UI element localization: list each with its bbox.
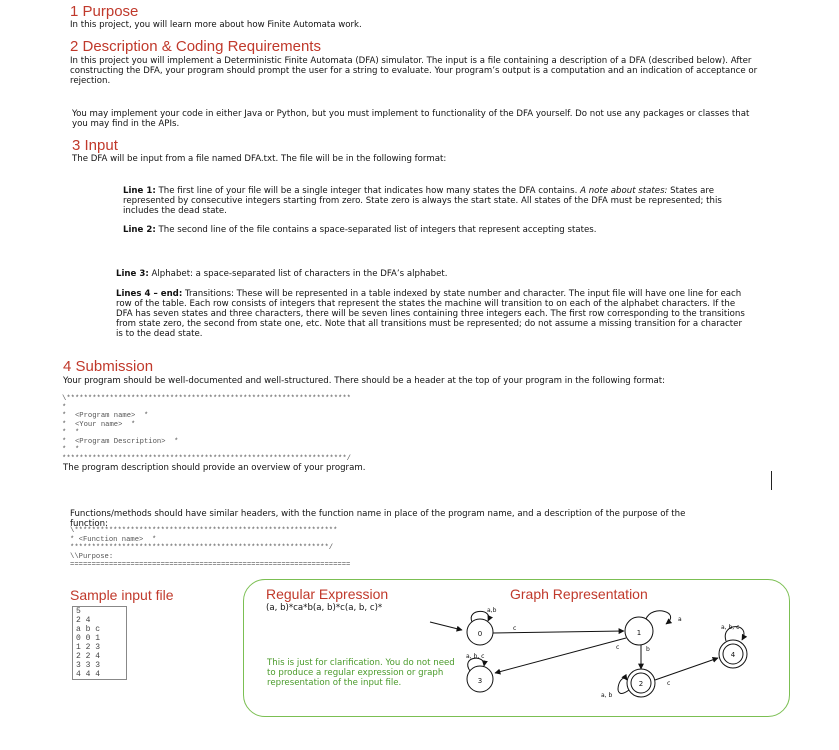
- loop-3: [468, 658, 484, 671]
- edge-label: c: [513, 625, 517, 632]
- edge-label: c: [667, 680, 671, 687]
- section-3-title: 3 Input: [72, 137, 118, 154]
- sample-input-title: Sample input file: [70, 587, 174, 603]
- function-header-code: \************************************************************* * <Function name> * ************************************************************/ \\Purpose: =================================================================: [70, 527, 351, 569]
- state-label: 3: [477, 677, 483, 685]
- state-label: 1: [636, 629, 642, 637]
- regex-expression: (a, b)*ca*b(a, b)*c(a, b, c)*: [266, 603, 383, 613]
- state-label: 4: [730, 651, 736, 659]
- line-3-description: Line 3: Alphabet: a space-separated list of characters in the DFA’s alphabet.: [116, 269, 448, 279]
- section-3-intro: The DFA will be input from a file named DFA.txt. The file will be in the following format:: [72, 154, 447, 164]
- section-1-text: In this project, you will learn more about how Finite Automata work.: [70, 20, 362, 30]
- function-header-intro: Functions/methods should have similar headers, with the function name in place of the program name, and a description of the purpose of the function:: [70, 509, 686, 529]
- program-header-code: \****************************************************************** * * <Program name> * * <Your name> * * * * <Program Description> * * * ******************************************************************/: [62, 395, 351, 463]
- line-2-description: Line 2: The second line of the file contains a space-separated list of integers that represent accepting states.: [123, 225, 597, 235]
- sample-line: 0 0 1: [76, 634, 101, 643]
- state-label: 0: [477, 630, 483, 638]
- edge-label: b: [646, 646, 650, 653]
- section-2-para-1: In this project you will implement a Deterministic Finite Automata (DFA) simulator. The input is a file containing a description of a DFA (described below). After constructing the DFA, your program should prompt the user for a string to evaluate. Your program’s output is a computation and an indication of acceptance or rejection.: [70, 56, 758, 86]
- section-4-intro: Your program should be well-documented and well-structured. There should be a header at the top of your program in the following format:: [63, 376, 666, 386]
- edge-label: a,b: [487, 607, 497, 614]
- section-1-title: 1 Purpose: [70, 3, 139, 20]
- sample-line: 1 2 3: [76, 643, 101, 652]
- sample-line: 3 3 3: [76, 661, 101, 670]
- text-cursor: [771, 471, 772, 490]
- start-arrow: [430, 622, 462, 630]
- line-1-description: Line 1: The first line of your file will be a single integer that indicates how many states the DFA contains. A note about states: States are represented by consecutive integers starting from zero. State zero is always the start state. All states of the DFA must be represented; this includes the dead state.: [123, 186, 722, 216]
- edge-label: a, b, c: [466, 653, 485, 660]
- edge-label: c: [616, 644, 620, 651]
- edge-2-4: [655, 658, 718, 680]
- section-2-title: 2 Description & Coding Requirements: [70, 38, 321, 55]
- edge-1-3: [495, 638, 626, 673]
- sample-line: 2 2 4: [76, 652, 101, 661]
- line-4-description: Lines 4 – end: Transitions: These will be represented in a table indexed by state number and character. The input file will have one line for each row of the table. Each row consists of integers that represent the states the machine will transition to on each of the alphabet characters. If the DFA has seven states and three characters, there will be seven lines containing three integers each. The first row corresponding to the transitions from state zero, the second from state one, etc. Note that all transitions must be represented; do not assume a missing transition for a character is to the dead state.: [116, 289, 745, 339]
- sample-line: 4 4 4: [76, 670, 101, 679]
- state-label: 2: [638, 680, 644, 688]
- dfa-graph: [420, 600, 780, 710]
- graph-title: Graph Representation: [510, 586, 648, 602]
- section-4-title: 4 Submission: [63, 358, 154, 375]
- regex-note: This is just for clarification. You do not need to produce a regular expression or graph representation of the input file.: [267, 658, 455, 688]
- sample-line: a b c: [76, 625, 101, 634]
- edge-label: a, b: [601, 692, 613, 699]
- section-4-after: The program description should provide an overview of your program.: [63, 463, 366, 473]
- regex-title: Regular Expression: [266, 586, 389, 602]
- sample-line: 2 4: [76, 616, 91, 625]
- sample-line: 5: [76, 607, 81, 616]
- section-2-para-2: You may implement your code in either Java or Python, but you must implement to functionality of the DFA yourself. Do not use any packages or classes that you may find in the APIs.: [72, 109, 750, 129]
- edge-label: a: [678, 616, 682, 623]
- sample-input-box: [72, 606, 127, 680]
- edge-label: a, b, c: [721, 624, 740, 631]
